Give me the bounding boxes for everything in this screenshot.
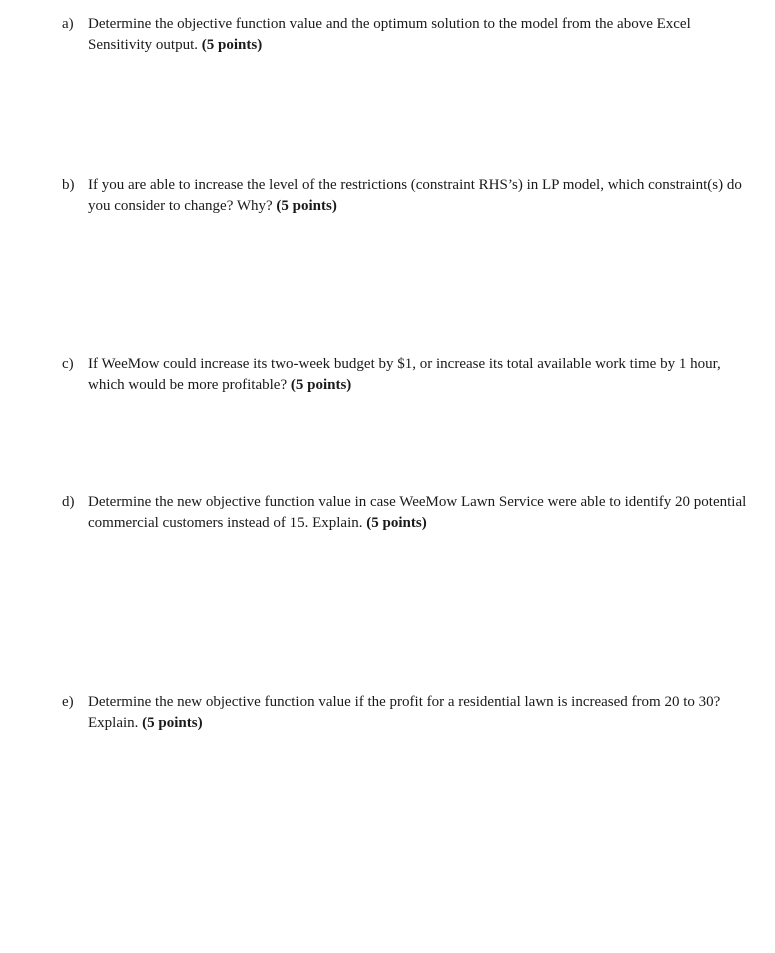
question-text-block [88, 692, 752, 734]
question-text-block [88, 14, 752, 56]
question-e [62, 692, 752, 734]
question-label: e) [62, 694, 74, 710]
question-text: Determine the new objective function value if the profit for a residential lawn is increased from 20 to 30? Explain. [88, 694, 721, 731]
question-text: If you are able to increase the level of the restrictions (constraint RHS’s) in LP model, which constraint(s) do you consider to change? Why? [88, 177, 742, 214]
question-points: (5 points) [142, 715, 203, 731]
question-b [62, 175, 752, 217]
question-text: Determine the new objective function value in case WeeMow Lawn Service were able to identify 20 potential commercial customers instead of 15. Explain. [88, 494, 747, 531]
question-points: (5 points) [290, 377, 352, 393]
question-d [62, 492, 752, 534]
question-text-block [88, 175, 752, 217]
question-points: (5 points) [366, 515, 427, 531]
question-label: d) [62, 494, 75, 510]
question-text-block [88, 354, 752, 396]
question-points: (5 points) [201, 37, 263, 53]
question-label: b) [62, 177, 75, 193]
question-c [62, 354, 752, 396]
question-label: a) [62, 16, 74, 32]
question-text-block [88, 492, 752, 534]
question-points: (5 points) [276, 198, 337, 214]
question-text: Determine the objective function value and the optimum solution to the model from the above Excel Sensitivity output. [88, 16, 691, 53]
question-a [62, 14, 752, 56]
question-label: c) [62, 356, 74, 372]
question-text: If WeeMow could increase its two-week budget by $1, or increase its total available work time by 1 hour, which would be more profitable? [88, 356, 721, 393]
